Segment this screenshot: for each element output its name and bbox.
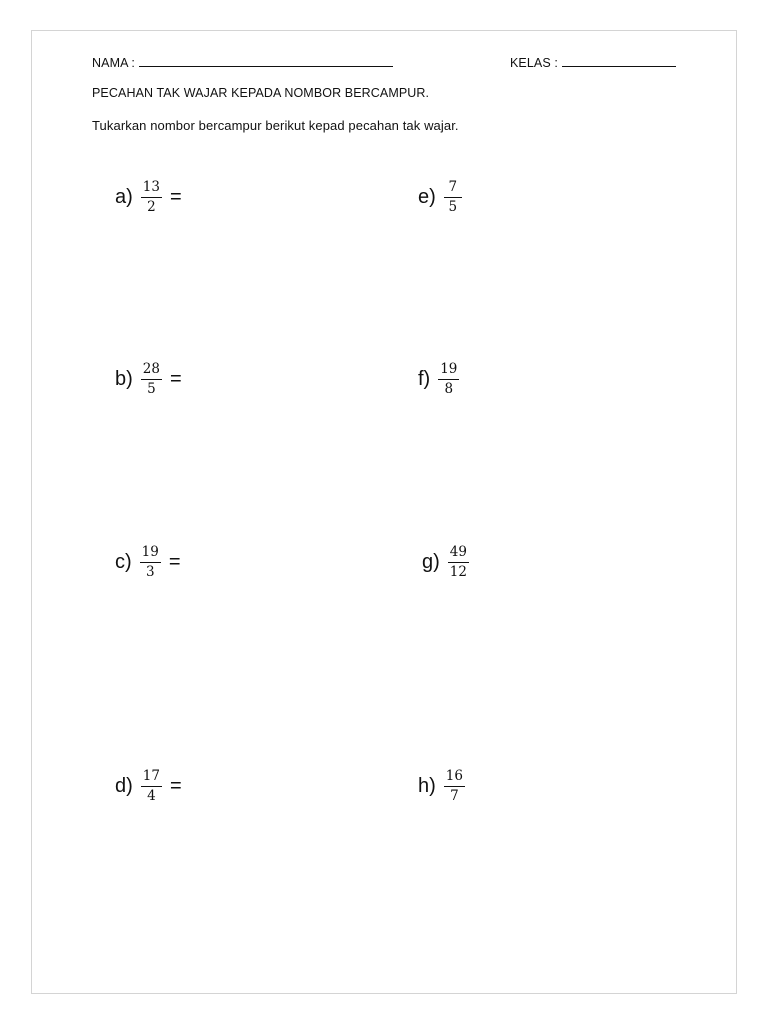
- worksheet-page: [31, 30, 737, 994]
- question-d: [115, 770, 182, 803]
- numerator: 49: [449, 544, 467, 560]
- numerator: 19: [440, 361, 458, 377]
- fraction: [444, 770, 465, 803]
- fraction: [438, 363, 459, 396]
- denominator: 7: [450, 787, 459, 804]
- name-blank-line[interactable]: [139, 54, 393, 67]
- fraction: [141, 363, 162, 396]
- denominator: 2: [147, 198, 156, 215]
- equals-sign: =: [169, 368, 182, 390]
- worksheet-instruction: Tukarkan nombor bercampur berikut kepad pecahan tak wajar.: [92, 118, 459, 133]
- question-h: [418, 770, 469, 803]
- equals-sign: =: [169, 186, 182, 208]
- question-label: a): [115, 186, 133, 208]
- question-b: [115, 363, 182, 396]
- denominator: 4: [147, 787, 156, 804]
- worksheet-title: PECAHAN TAK WAJAR KEPADA NOMBOR BERCAMPUR.: [92, 86, 430, 100]
- class-field-row: [510, 54, 676, 70]
- fraction: [140, 546, 161, 579]
- denominator: 12: [449, 563, 467, 580]
- fraction: [448, 546, 469, 579]
- denominator: 5: [448, 198, 458, 215]
- numerator: 13: [142, 179, 160, 195]
- equals-sign: =: [168, 551, 181, 573]
- fraction: [444, 181, 462, 214]
- question-label: d): [115, 775, 133, 797]
- question-label: g): [422, 551, 440, 573]
- question-label: c): [115, 551, 132, 573]
- equals-sign: =: [169, 775, 182, 797]
- class-label: KELAS :: [510, 56, 558, 70]
- question-f: [418, 363, 463, 396]
- question-label: f): [418, 368, 431, 390]
- numerator: 28: [142, 361, 160, 377]
- fraction: [141, 770, 162, 803]
- fraction: [141, 181, 162, 214]
- name-field-row: [92, 54, 393, 70]
- question-e: [418, 181, 466, 214]
- numerator: 7: [448, 179, 458, 195]
- numerator: 17: [142, 768, 160, 784]
- denominator: 8: [444, 380, 454, 397]
- denominator: 5: [147, 380, 156, 397]
- question-label: e): [418, 186, 436, 208]
- question-label: b): [115, 368, 133, 390]
- question-c: [115, 546, 181, 579]
- question-label: h): [418, 775, 436, 797]
- numerator: 19: [141, 544, 159, 560]
- question-a: [115, 181, 182, 214]
- question-g: [422, 546, 473, 579]
- denominator: 3: [145, 563, 155, 580]
- class-blank-line[interactable]: [562, 54, 676, 67]
- name-label: NAMA :: [92, 56, 135, 70]
- numerator: 16: [445, 768, 463, 784]
